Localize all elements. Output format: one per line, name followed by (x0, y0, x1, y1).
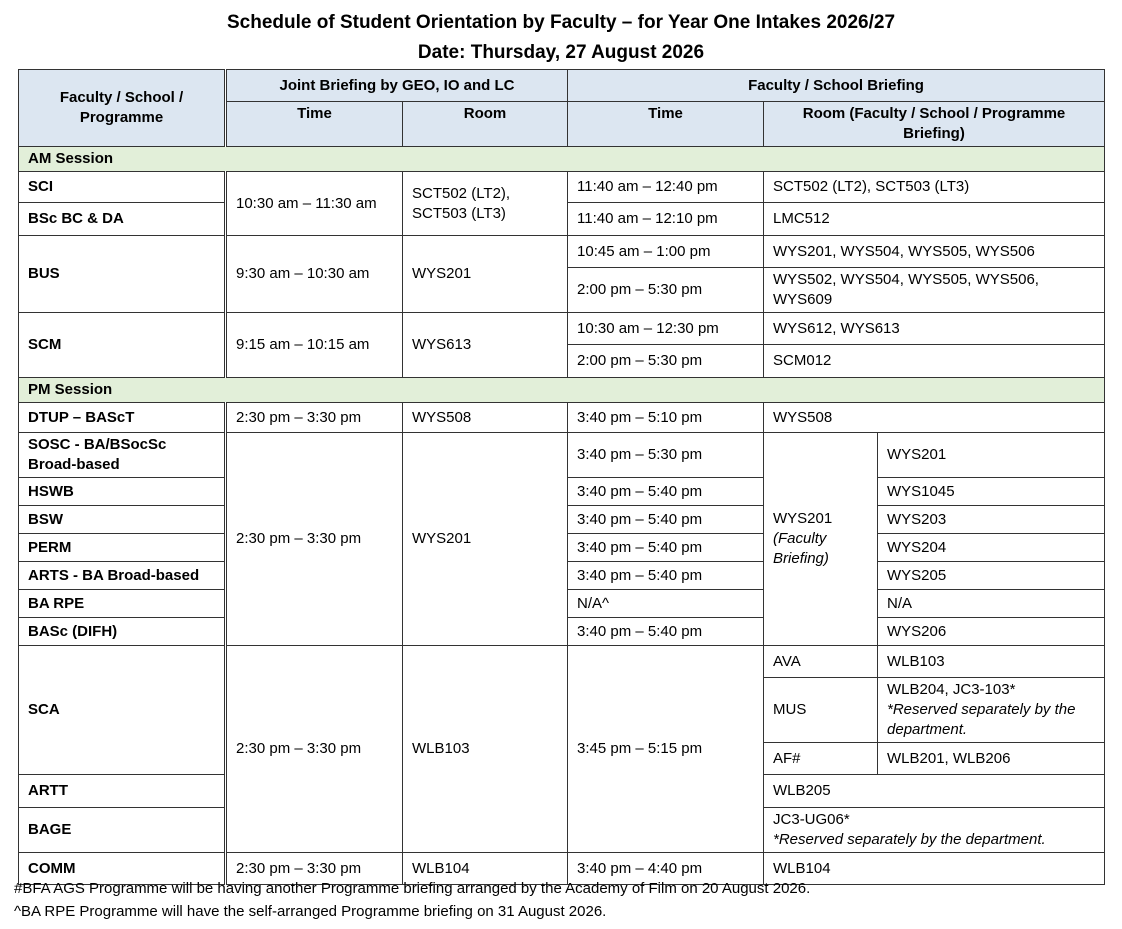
joint-time-bus: 9:30 am – 10:30 am (226, 236, 403, 313)
header-joint-room: Room (403, 102, 568, 147)
faculty-time-comm: 3:40 pm – 4:40 pm (568, 853, 764, 885)
am-session-label: AM Session (19, 147, 1105, 172)
joint-time-comm: 2:30 pm – 3:30 pm (226, 853, 403, 885)
faculty-ba-rpe: BA RPE (19, 590, 226, 618)
faculty-room-sosc-group-note: (Faculty Briefing) (773, 530, 829, 567)
faculty-sci: SCI (19, 172, 226, 203)
programme-room-perm: WYS204 (878, 534, 1105, 562)
faculty-room-bus-2: WYS502, WYS504, WYS505, WYS506, WYS609 (764, 268, 1105, 313)
programme-room-basc-difh: WYS206 (878, 618, 1105, 646)
faculty-arts: ARTS - BA Broad-based (19, 562, 226, 590)
header-joint-time: Time (226, 102, 403, 147)
document-title: Schedule of Student Orientation by Faculty – for Year One Intakes 2026/27 (226, 12, 896, 33)
joint-room-bus: WYS201 (403, 236, 568, 313)
faculty-hswb: HSWB (19, 478, 226, 506)
programme-room-sosc: WYS201 (878, 433, 1105, 478)
faculty-time-ba-rpe: N/A^ (568, 590, 764, 618)
programme-room-arts: WYS205 (878, 562, 1105, 590)
joint-room-dtup: WYS508 (403, 403, 568, 433)
sca-room-mus-note: *Reserved separately by the department. (887, 701, 1076, 738)
faculty-room-sosc-group (764, 433, 878, 646)
joint-room-comm: WLB104 (403, 853, 568, 885)
faculty-room-bage-room: JC3-UG06* (773, 811, 850, 828)
faculty-time-bus-1: 10:45 am – 1:00 pm (568, 236, 764, 268)
faculty-sca: SCA (19, 646, 226, 775)
faculty-time-hswb: 3:40 pm – 5:40 pm (568, 478, 764, 506)
faculty-dtup: DTUP – BAScT (19, 403, 226, 433)
joint-time-scm: 9:15 am – 10:15 am (226, 313, 403, 378)
joint-time-sosc-group: 2:30 pm – 3:30 pm (226, 433, 403, 646)
faculty-room-bus-1: WYS201, WYS504, WYS505, WYS506 (764, 236, 1105, 268)
faculty-room-scm-1: WYS612, WYS613 (764, 313, 1105, 345)
faculty-time-sca-group: 3:45 pm – 5:15 pm (568, 646, 764, 853)
faculty-time-basc-difh: 3:40 pm – 5:40 pm (568, 618, 764, 646)
header-faculty-briefing: Faculty / School Briefing (568, 70, 1105, 102)
sca-room-ava: WLB103 (878, 646, 1105, 678)
programme-room-bsw: WYS203 (878, 506, 1105, 534)
faculty-time-dtup: 3:40 pm – 5:10 pm (568, 403, 764, 433)
faculty-artt: ARTT (19, 775, 226, 808)
sca-dept-af: AF# (764, 743, 878, 775)
faculty-time-scm-2: 2:00 pm – 5:30 pm (568, 345, 764, 378)
sca-dept-ava: AVA (764, 646, 878, 678)
faculty-time-arts: 3:40 pm – 5:40 pm (568, 562, 764, 590)
faculty-room-bsc-bc-da: LMC512 (764, 203, 1105, 236)
faculty-time-scm-1: 10:30 am – 12:30 pm (568, 313, 764, 345)
header-faculty-time: Time (568, 102, 764, 147)
faculty-room-sosc-group-room: WYS201 (773, 510, 833, 527)
sca-room-mus (878, 678, 1105, 743)
faculty-room-scm-2: SCM012 (764, 345, 1105, 378)
programme-room-ba-rpe: N/A (878, 590, 1105, 618)
joint-room-sosc-group: WYS201 (403, 433, 568, 646)
faculty-scm: SCM (19, 313, 226, 378)
footnote-ba-rpe: ^BA RPE Programme will have the self-arranged Programme briefing on 31 August 2026. (14, 903, 607, 920)
programme-room-hswb: WYS1045 (878, 478, 1105, 506)
faculty-time-bsw: 3:40 pm – 5:40 pm (568, 506, 764, 534)
faculty-bsc-bc-da: BSc BC & DA (19, 203, 226, 236)
document-date: Date: Thursday, 27 August 2026 (417, 42, 705, 63)
faculty-bus: BUS (19, 236, 226, 313)
faculty-room-sci: SCT502 (LT2), SCT503 (LT3) (764, 172, 1105, 203)
orientation-schedule-table (18, 69, 1105, 885)
faculty-room-artt: WLB205 (764, 775, 1105, 808)
joint-time-dtup: 2:30 pm – 3:30 pm (226, 403, 403, 433)
faculty-room-bage (764, 808, 1105, 853)
faculty-sosc: SOSC - BA/BSocSc Broad-based (19, 433, 226, 478)
sca-room-af: WLB201, WLB206 (878, 743, 1105, 775)
joint-room-scm: WYS613 (403, 313, 568, 378)
faculty-time-bus-2: 2:00 pm – 5:30 pm (568, 268, 764, 313)
joint-room-sca-group: WLB103 (403, 646, 568, 853)
faculty-time-bsc-bc-da: 11:40 am – 12:10 pm (568, 203, 764, 236)
faculty-perm: PERM (19, 534, 226, 562)
faculty-time-sosc: 3:40 pm – 5:30 pm (568, 433, 764, 478)
footnote-bfa-ags: #BFA AGS Programme will be having another Programme briefing arranged by the Academy of Film on 20 August 2026. (14, 880, 811, 897)
faculty-bage: BAGE (19, 808, 226, 853)
faculty-room-comm: WLB104 (764, 853, 1105, 885)
faculty-room-bage-note: *Reserved separately by the department. (773, 831, 1046, 848)
header-faculty: Faculty / School / Programme (19, 70, 226, 147)
faculty-comm: COMM (19, 853, 226, 885)
faculty-time-perm: 3:40 pm – 5:40 pm (568, 534, 764, 562)
sca-dept-mus: MUS (764, 678, 878, 743)
faculty-basc-difh: BASc (DIFH) (19, 618, 226, 646)
faculty-room-dtup: WYS508 (764, 403, 1105, 433)
pm-session-label: PM Session (19, 378, 1105, 403)
header-joint-briefing: Joint Briefing by GEO, IO and LC (226, 70, 568, 102)
sca-room-mus-room: WLB204, JC3-103* (887, 681, 1016, 698)
joint-time-sci: 10:30 am – 11:30 am (226, 172, 403, 236)
joint-time-sca-group: 2:30 pm – 3:30 pm (226, 646, 403, 853)
faculty-time-sci: 11:40 am – 12:40 pm (568, 172, 764, 203)
joint-room-sci: SCT502 (LT2), SCT503 (LT3) (403, 172, 568, 236)
faculty-bsw: BSW (19, 506, 226, 534)
header-faculty-room: Room (Faculty / School / Programme Briefing) (764, 102, 1105, 147)
